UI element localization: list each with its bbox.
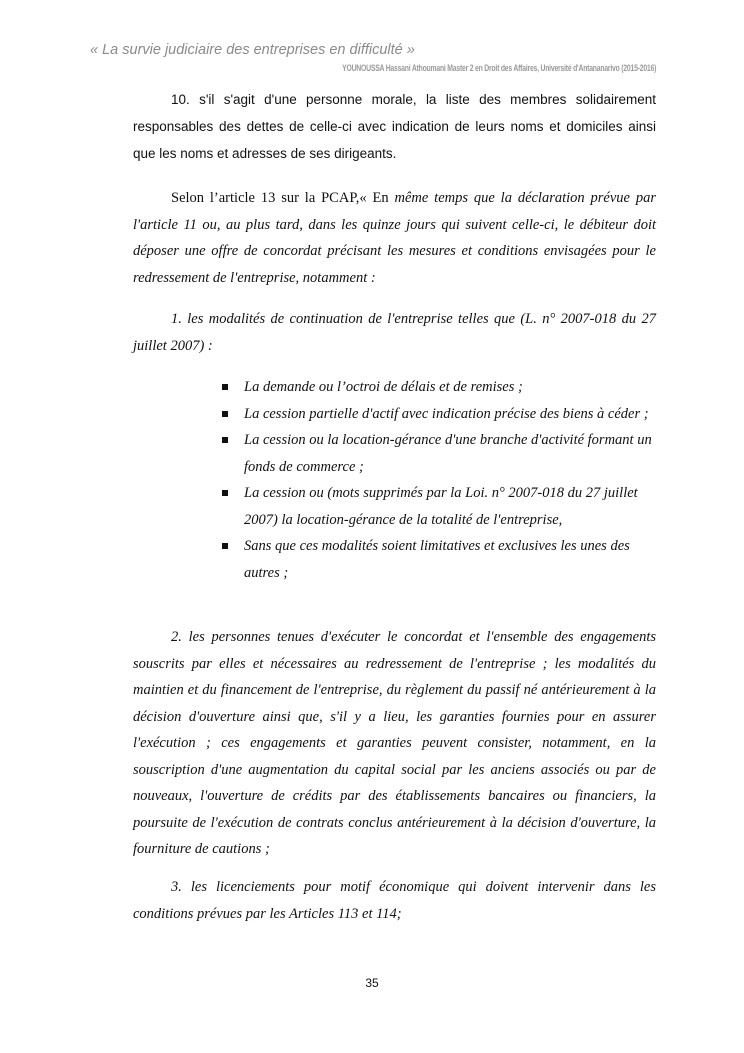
bullet-item: La cession partielle d'actif avec indication précise des biens à céder ; <box>222 401 658 428</box>
square-bullet-icon <box>222 384 228 390</box>
bullet-item: La demande ou l’octroi de délais et de remises ; <box>222 374 658 401</box>
article-13-quote: même temps que la déclaration prévue par l'article 11 ou, au plus tard, dans les quinze jours qui suivent celle-ci, le débiteur doit déposer une offre de concordat précisant les mesures et conditions envisagées pour le redressement de l'entreprise, notamment : <box>133 190 656 286</box>
square-bullet-icon <box>222 543 228 549</box>
bullet-item: La cession ou la location-gérance d'une branche d'activité formant un fonds de commerce ; <box>222 427 658 480</box>
item-1-text: 1. les modalités de continuation de l'entreprise telles que (L. n° 2007-018 du 27 juillet 2007) : <box>133 311 656 354</box>
item-3-text: 3. les licenciements pour motif économique qui doivent intervenir dans les conditions prévues par les Articles 113 et 114; <box>133 879 656 922</box>
paragraph-item-10 <box>133 86 656 167</box>
item-10-text: 10. s'il s'agit d'une personne morale, la liste des membres solidairement responsables des dettes de celle-ci avec indication de leurs noms et domiciles ainsi que les noms et adresses de ses dirigeants. <box>133 92 656 161</box>
page-number: 35 <box>365 976 379 990</box>
paragraph-item-2 <box>133 624 656 863</box>
square-bullet-icon <box>222 437 228 443</box>
modalities-bullet-list <box>222 374 658 586</box>
paragraph-article-13 <box>133 185 656 291</box>
paragraph-item-3 <box>133 874 656 927</box>
paragraph-item-1 <box>133 306 656 359</box>
square-bullet-icon <box>222 490 228 496</box>
running-header-title: « La survie judiciaire des entreprises en difficulté » <box>90 42 415 58</box>
article-13-text <box>133 185 656 291</box>
running-header-author: YOUNOUSSA Hassani Athoumani Master 2 en Droit des Affaires, Université d'Antananarivo (2015-2016) <box>341 63 656 74</box>
square-bullet-icon <box>222 411 228 417</box>
item-2-text: 2. les personnes tenues d'exécuter le concordat et l'ensemble des engagements souscrits par elles et nécessaires au redressement de l'entreprise ; les modalités du maintien et du financement de l'entreprise, du règlement du passif né antérieurement à la décision d'ouverture ainsi que, s'il y a lieu, les garanties fournies pour en assurer l'exécution ; ces engagements et garanties peuvent consister, notamment, en la souscription d'une augmentation du capital social par les anciens associés ou par de nouveaux, l'ouverture de crédits par des établissements bancaires ou financiers, la poursuite de l'exécution de contrats conclus antérieurement à la décision d'ouverture, la fourniture de cautions ; <box>133 629 656 857</box>
article-13-lead: Selon l’article 13 sur la PCAP,« En <box>171 190 395 206</box>
bullet-item: Sans que ces modalités soient limitatives et exclusives les unes des autres ; <box>222 533 658 586</box>
bullet-item: La cession ou (mots supprimés par la Loi. n° 2007-018 du 27 juillet 2007) la location-gérance de la totalité de l'entreprise, <box>222 480 658 533</box>
